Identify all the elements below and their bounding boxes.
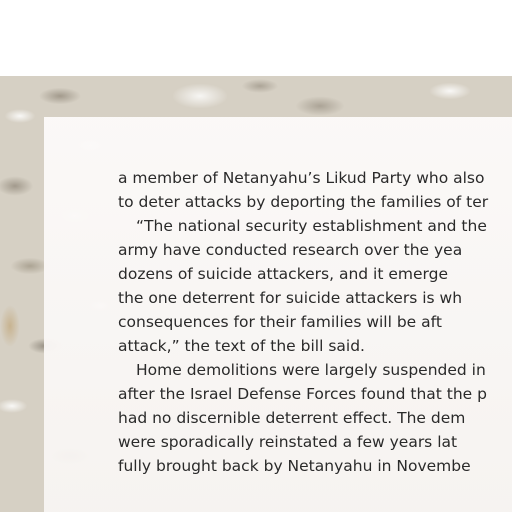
- article-line: “The national security establishment and the: [136, 217, 487, 235]
- article-line: the one deterrent for suicide attackers is wh: [118, 289, 463, 307]
- article-line: to deter attacks by deporting the families of ter: [118, 193, 489, 211]
- article-line: Home demolitions were largely suspended in: [136, 361, 486, 379]
- article-line: army have conducted research over the yea: [118, 241, 463, 259]
- article-line: after the Israel Defense Forces found that the p: [118, 385, 487, 403]
- article-line: consequences for their families will be aft: [118, 313, 442, 331]
- article-line: were sporadically reinstated a few years lat: [118, 433, 458, 451]
- article-line: a member of Netanyahu’s Likud Party who also: [118, 169, 485, 187]
- article-line: fully brought back by Netanyahu in Novembe: [118, 457, 471, 475]
- article-line: attack,” the text of the bill said.: [118, 337, 365, 355]
- article-line: dozens of suicide attackers, and it emerge: [118, 265, 449, 283]
- article-body: [118, 166, 512, 478]
- top-margin: [0, 0, 512, 76]
- article-line: had no discernible deterrent effect. The dem: [118, 409, 466, 427]
